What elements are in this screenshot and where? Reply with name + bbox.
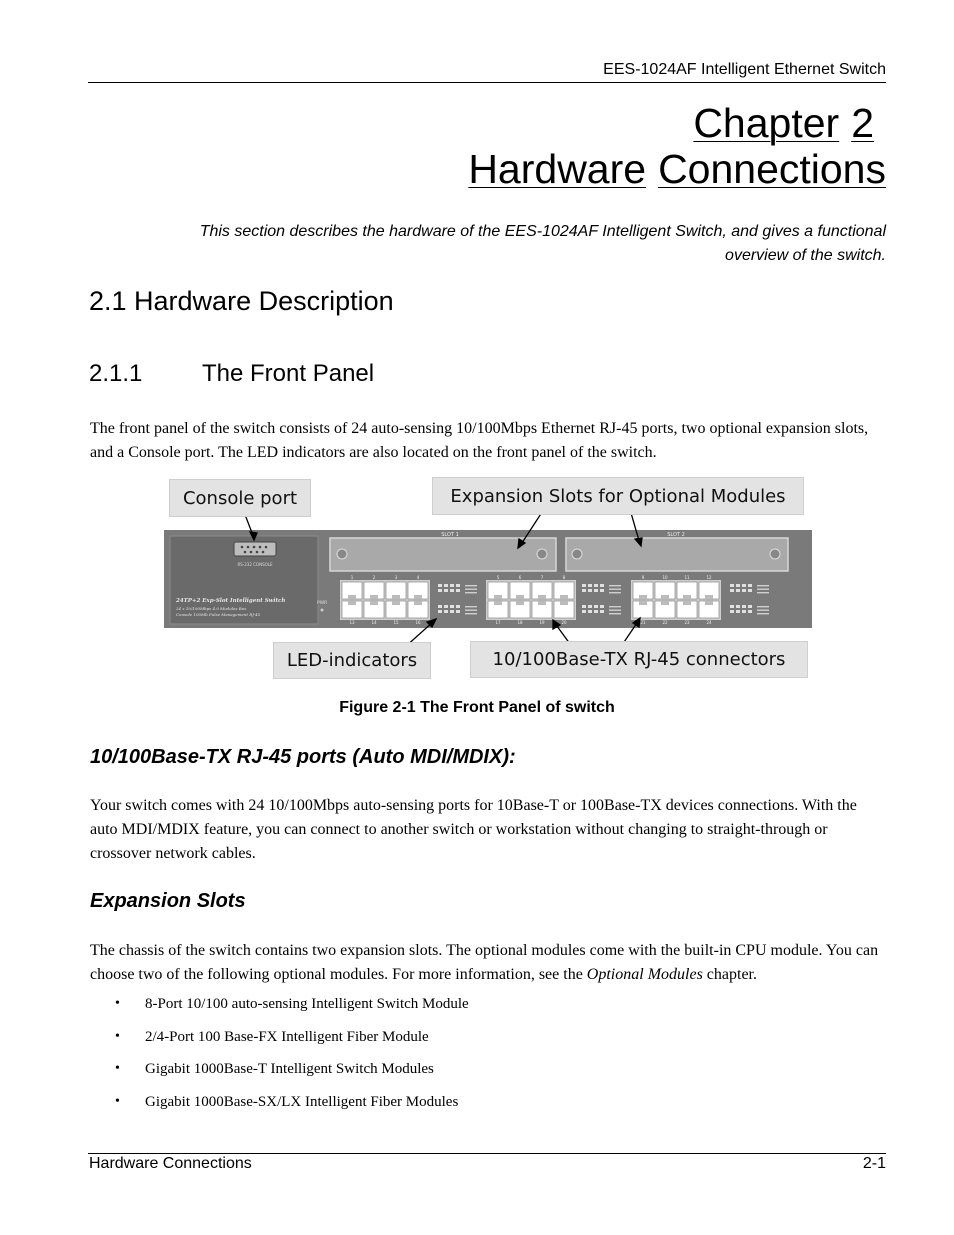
rj45-port-groups [340,575,721,625]
led [736,589,740,592]
header-divider [88,82,886,83]
callout-console-port: Console port [169,479,311,517]
list-item-text: 8-Port 10/100 auto-sensing Intelligent Switch Module [145,996,469,1012]
rj45-port-latch [370,595,378,599]
chapter-title-word-1: Hardware [468,146,647,192]
led-label [757,592,769,593]
bullet-icon: • [115,996,120,1011]
model-line-3: Console 100Mb Pulse Management RJ-45 [176,612,261,617]
led [438,610,442,613]
led-label [757,589,769,590]
led-label [757,606,769,607]
callout-rj45-connectors: 10/100Base-TX RJ-45 connectors [470,641,808,678]
led [730,610,734,613]
port-group [340,575,430,625]
port-number-bottom: 22 [662,620,668,625]
port-number-top: 10 [662,575,668,580]
led [600,584,604,587]
rj45-port-latch [560,601,568,605]
chapter-word: Chapter [693,100,840,146]
port-number-top: 2 [372,575,376,580]
led [600,589,604,592]
port-number-top: 3 [394,575,398,580]
footer-chapter-name: Hardware Connections [89,1155,252,1172]
rj45-port-latch [538,601,546,605]
led [594,589,598,592]
chapter-intro: This section describes the hardware of the EES-1024AF Intelligent Switch, and gives a functional overview of the switch. [199,223,886,264]
port-number-top: 12 [706,575,712,580]
bullet-icon: • [115,1093,120,1109]
bullet-icon: • [115,1061,120,1076]
list-item-text: 2/4-Port 100 Base-FX Intelligent Fiber Module [145,1028,429,1045]
list-item [115,996,469,1029]
led-label [609,589,621,590]
port-number-top: 7 [540,575,544,580]
led [450,605,454,608]
led-label [757,613,769,614]
led [456,584,460,587]
port-number-top: 5 [496,575,500,580]
led [582,589,586,592]
port-number-bottom: 14 [371,620,377,625]
led [438,605,442,608]
led [736,610,740,613]
running-header: EES-1024AF Intelligent Ethernet Switch [603,61,886,78]
led [438,589,442,592]
led [730,584,734,587]
port-number-bottom: 19 [539,620,545,625]
section-number: 2.1.1 [89,360,143,387]
section-heading-2-1-1 [89,360,374,388]
led [450,610,454,613]
rj45-port-latch [516,595,524,599]
rj45-port-latch [414,601,422,605]
led [588,589,592,592]
rj45-port-latch [392,601,400,605]
slot-1-screw-right [537,549,547,559]
led-label [757,585,769,586]
model-line-1: 24TP+2 Exp-Slot Intelligent Switch [176,598,286,604]
led-label [465,610,477,611]
front-panel-paragraph: The front panel of the switch consists of 24 auto-sensing 10/100Mbps Ethernet RJ-45 ports, two optional expansion slots, and a Console port. The LED indicators are also located on the front panel of the switch. [90,420,869,461]
led [748,610,752,613]
led [730,605,734,608]
section-title: The Front Panel [202,360,375,387]
led [438,584,442,587]
led [742,610,746,613]
rj45-port-latch [639,601,647,605]
callout-led-indicators: LED-indicators [273,642,431,679]
section-heading-2-1: 2.1 Hardware Description [89,286,394,316]
port-number-bottom: 21 [640,620,646,625]
rj45-port-latch [683,601,691,605]
rj45-port-latch [370,601,378,605]
slot-2-screw-left [572,549,582,559]
list-item [115,1094,469,1127]
led-label [609,610,621,611]
led [742,584,746,587]
footer-page-number: 2-1 [862,1155,886,1172]
led [748,589,752,592]
callout-expansion-slots: Expansion Slots for Optional Modules [432,477,804,515]
led [594,584,598,587]
led [748,584,752,587]
rj45-port-latch [683,595,691,599]
expansion-slot-2 [566,538,788,571]
port-number-top: 1 [350,575,354,580]
chapter-number: 2 [851,100,874,146]
console-port-label: RS-232 CONSOLE [237,562,273,567]
led [456,605,460,608]
led-label [609,606,621,607]
list-item-text: Gigabit 1000Base-T Intelligent Switch Modules [145,1061,434,1077]
port-group [631,575,721,625]
port-number-bottom: 17 [495,620,501,625]
led [456,610,460,613]
led [588,610,592,613]
led [742,589,746,592]
rj45-port-latch [705,601,713,605]
led [582,610,586,613]
rj45-port-latch [639,595,647,599]
led [450,584,454,587]
port-number-top: 11 [684,575,690,580]
led-label [465,585,477,586]
list-item [115,1029,469,1062]
slot-1-screw-left [337,549,347,559]
led [736,605,740,608]
led-label [465,589,477,590]
list-item [115,1061,469,1094]
led [444,605,448,608]
model-line-2: 24 x 10/100Mbps 4.0 Modules Bus [176,606,247,611]
port-number-top: 6 [518,575,522,580]
port-number-bottom: 24 [706,620,712,625]
led-label [465,613,477,614]
rj45-port-latch [705,595,713,599]
ports-paragraph: Your switch comes with 24 10/100Mbps auto-sensing ports for 10Base-T or 100Base-TX devices connections. With the auto MDI/MDIX feature, you can connect to another switch or workstation without changing to straight-through or crossover network cables. [90,797,857,862]
rj45-port-latch [494,601,502,605]
led-label [609,585,621,586]
rj45-port-latch [414,595,422,599]
rj45-port-latch [392,595,400,599]
ports-heading: 10/100Base-TX RJ-45 ports (Auto MDI/MDIX): [90,746,516,768]
port-number-bottom: 23 [684,620,690,625]
port-number-bottom: 13 [349,620,355,625]
pwr-label: PWR [317,601,328,606]
slot-2-label: SLOT 2 [667,532,685,538]
list-item-text: Gigabit 1000Base-SX/LX Intelligent Fiber Modules [145,1093,459,1110]
led [730,589,734,592]
slot-1-label: SLOT 1 [441,532,459,538]
rj45-port-latch [538,595,546,599]
expansion-paragraph [90,939,886,987]
led [450,589,454,592]
port-number-bottom: 20 [561,620,567,625]
expansion-heading: Expansion Slots [90,890,246,912]
port-number-top: 9 [641,575,645,580]
port-number-bottom: 18 [517,620,523,625]
port-number-top: 8 [562,575,566,580]
chapter-title-word-2: Connections [658,146,886,192]
led [456,589,460,592]
chapter-title [468,100,886,192]
port-group [486,575,576,625]
rj45-port-latch [348,595,356,599]
front-panel-figure [164,476,812,680]
optional-modules-reference: Optional Modules [586,966,703,983]
led-label [609,613,621,614]
slot-2-screw-right [770,549,780,559]
console-connector [234,542,276,556]
bullet-icon: • [115,1028,120,1044]
rj45-port-latch [661,595,669,599]
led [736,584,740,587]
led-label [465,606,477,607]
expansion-text-after: chapter. [702,966,757,983]
led-label [465,592,477,593]
footer-divider [88,1153,886,1154]
led [600,605,604,608]
port-number-top: 4 [416,575,420,580]
port-number-bottom: 15 [393,620,399,625]
led-label [609,592,621,593]
led [444,610,448,613]
led [748,605,752,608]
led [594,610,598,613]
port-number-bottom: 16 [415,620,421,625]
led [600,610,604,613]
led [444,584,448,587]
expansion-text-before: The chassis of the switch contains two expansion slots. The optional modules come with the built-in CPU module. You can choose two of the following optional modules. For more information, see the [90,942,879,983]
led-label [757,610,769,611]
led [588,584,592,587]
rj45-port-latch [348,601,356,605]
rj45-port-latch [661,601,669,605]
led [588,605,592,608]
rj45-port-latch [560,595,568,599]
rj45-port-latch [494,595,502,599]
led [594,605,598,608]
pwr-led [321,609,324,612]
figure-caption: Figure 2-1 The Front Panel of switch [339,699,615,716]
rj45-port-latch [516,601,524,605]
led [444,589,448,592]
optional-modules-list [115,996,469,1126]
led [582,584,586,587]
led [742,605,746,608]
led [582,605,586,608]
